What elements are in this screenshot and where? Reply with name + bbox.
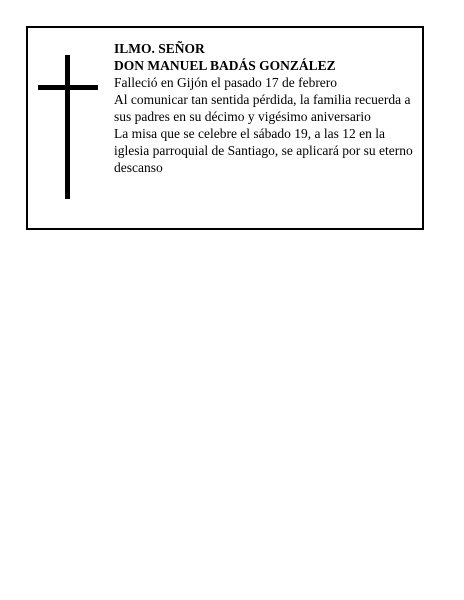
obituary-notice — [26, 26, 424, 230]
latin-cross-icon — [38, 55, 98, 199]
family-remembrance: Al comunicar tan sentida pérdida, la familia recuerda a sus padres en su décimo y vigésimo aniversario — [114, 92, 411, 124]
death-announcement: Falleció en Gijón el pasado 17 de febrero — [114, 75, 338, 90]
mass-announcement: La misa que se celebre el sábado 19, a las 12 en la iglesia parroquial de Santiago, se aplicará por su eterno descanso — [114, 126, 413, 175]
cross-vertical-bar — [65, 55, 70, 199]
deceased-name: DON MANUEL BADÁS GONZÁLEZ — [114, 58, 336, 73]
obituary-text — [114, 40, 420, 176]
honorific-title: ILMO. SEÑOR — [114, 41, 205, 56]
cross-horizontal-bar — [38, 85, 98, 90]
